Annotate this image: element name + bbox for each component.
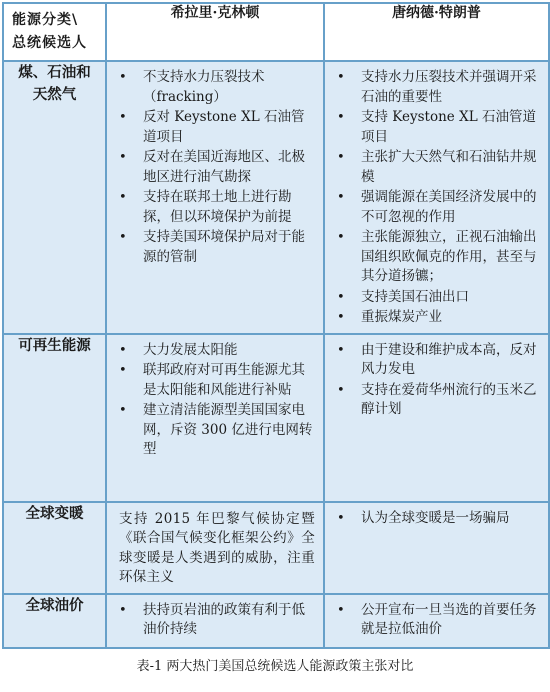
clinton-cell bbox=[106, 334, 324, 502]
clinton-cell bbox=[106, 61, 324, 334]
list-item: • 支持美国石油出口 bbox=[335, 288, 542, 308]
energy-policy-table bbox=[2, 2, 550, 649]
header-row bbox=[3, 3, 549, 61]
trump-cell bbox=[324, 61, 549, 334]
list-item: • 支持水力压裂技术并强调开采石油的重要性 bbox=[335, 68, 542, 107]
list-item: • 支持在爱荷华州流行的玉米乙醇计划 bbox=[335, 381, 542, 420]
category-cell bbox=[3, 334, 106, 502]
list-item: • 主张能源独立，正视石油输出国组织欧佩克的作用，甚至与其分道扬镳； bbox=[335, 228, 542, 287]
list-item: • 大力发展太阳能 bbox=[117, 341, 317, 361]
list-item: • 由于建设和维护成本高，反对风力发电 bbox=[335, 341, 542, 380]
row-fossil-fuels bbox=[3, 61, 549, 334]
list-item: • 支持在联邦土地上进行勘探，但以环境保护为前提 bbox=[117, 188, 317, 227]
list-item: • 公开宣布一旦当选的首要任务就是拉低油价 bbox=[335, 601, 542, 640]
clinton-cell bbox=[106, 502, 324, 594]
list-item: • 联邦政府对可再生能源尤其是太阳能和风能进行补贴 bbox=[117, 361, 317, 400]
category-label: 全球油价 bbox=[25, 596, 84, 614]
list-item: • 不支持水力压裂技术（fracking） bbox=[117, 68, 317, 107]
clinton-header: 希拉里·克林顿 bbox=[106, 3, 324, 61]
list-item: • 支持美国环境保护局对于能源的管制 bbox=[117, 228, 317, 267]
row-global-warming bbox=[3, 502, 549, 594]
corner-header-bottom: 总统候选人 bbox=[12, 35, 87, 51]
category-label: 煤、石油和 bbox=[18, 64, 91, 81]
trump-cell bbox=[324, 334, 549, 502]
clinton-climate-text: 支持 2015 年巴黎气候协定暨《联合国气候变化框架公约》全球变暖是人类遇到的威胁，注重环保主义 bbox=[119, 510, 315, 585]
list-item: • 强调能源在美国经济发展中的不可忽视的作用 bbox=[335, 188, 542, 227]
list-item: • 主张扩大天然气和石油钻井规模 bbox=[335, 148, 542, 187]
list-item: • 扶持页岩油的政策有利于低油价持续 bbox=[117, 601, 317, 640]
corner-header-top: 能源分类\ bbox=[12, 12, 79, 28]
trump-header: 唐纳德·特朗普 bbox=[324, 3, 549, 61]
clinton-cell bbox=[106, 594, 324, 648]
category-label: 天然气 bbox=[32, 86, 77, 103]
list-item: • 建立清洁能源型美国国家电网，斥资 300 亿进行电网转型 bbox=[117, 401, 317, 460]
list-item: • 重振煤炭产业 bbox=[335, 308, 542, 328]
corner-header-cell bbox=[3, 3, 106, 61]
category-cell bbox=[3, 594, 106, 648]
row-global-oil-price bbox=[3, 594, 549, 648]
category-label: 全球变暖 bbox=[25, 504, 84, 522]
list-item: • 认为全球变暖是一场骗局 bbox=[335, 509, 542, 529]
list-item: • 支持 Keystone XL 石油管道项目 bbox=[335, 108, 542, 147]
list-item: • 反对在美国近海地区、北极地区进行油气勘探 bbox=[117, 148, 317, 187]
category-cell bbox=[3, 61, 106, 334]
row-renewable-energy bbox=[3, 334, 549, 502]
list-item: • 反对 Keystone XL 石油管道项目 bbox=[117, 108, 317, 147]
trump-cell bbox=[324, 502, 549, 594]
category-label: 可再生能源 bbox=[18, 336, 91, 354]
trump-cell bbox=[324, 594, 549, 648]
table-caption: 表-1 两大热门美国总统候选人能源政策主张对比 bbox=[136, 659, 414, 674]
category-cell bbox=[3, 502, 106, 594]
